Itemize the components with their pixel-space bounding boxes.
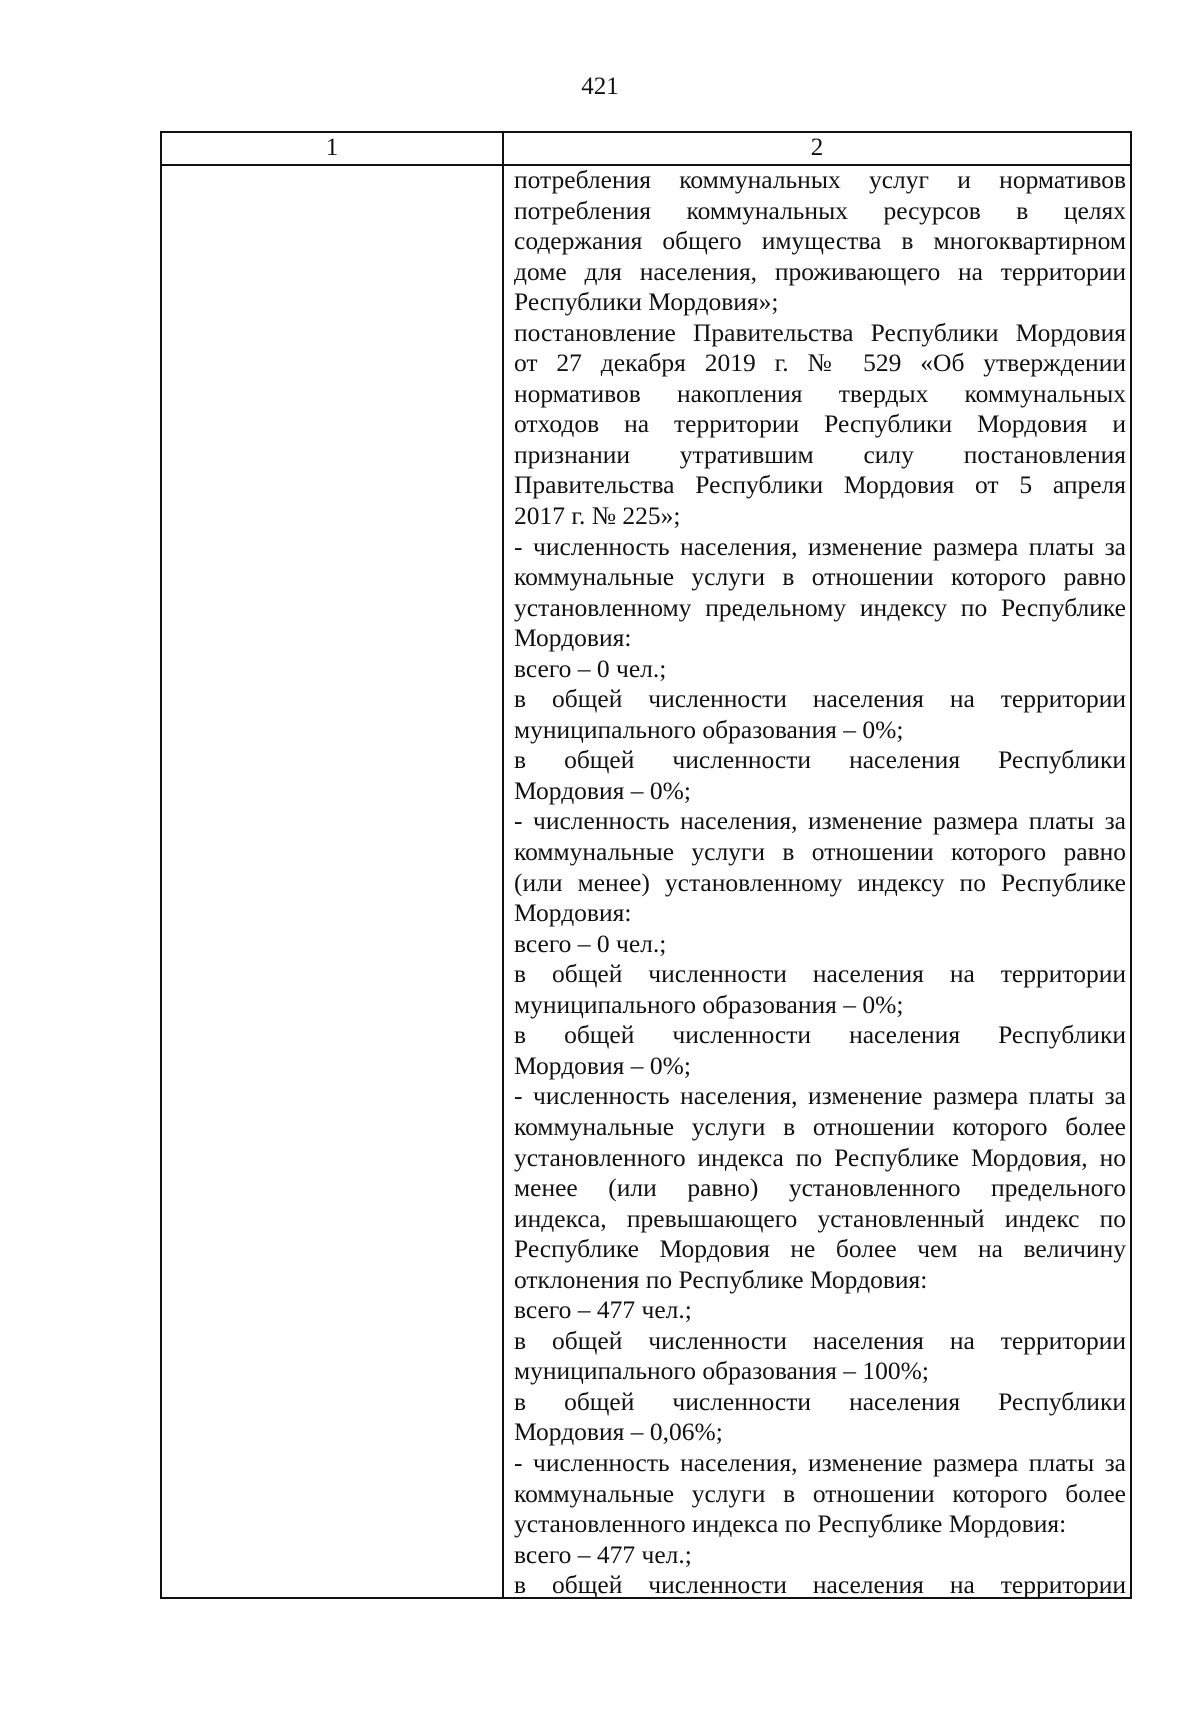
text-line: нормативов накопления твердых коммунальных [514,378,1126,408]
text-line: всего – 0 чел.; [514,928,667,958]
text-line: в общей численности населения Республики [514,745,1126,775]
text-line: Правительства Республики Мордовия от 5 апреля [514,470,1126,500]
text-line: постановление Правительства Республики Мордовия [514,317,1126,347]
text-line: муниципального образования – 0%; [514,714,904,744]
text-line: Мордовия – 0%; [514,775,691,805]
text-line: муниципального образования – 100%; [514,1356,929,1386]
text-line: коммунальные услуги в отношении которого более [514,1111,1126,1141]
text-line: Республике Мордовия не более чем на величину [514,1234,1126,1264]
text-line: от 27 декабря 2019 г. № 529 «Об утверждении [514,348,1126,378]
text-line: коммунальные услуги в отношении которого равно [514,837,1126,867]
text-line: в общей численности населения на территории [514,1570,1126,1600]
text-line: 2017 г. № 225»; [514,501,681,531]
text-line: отклонения по Республике Мордовия: [514,1264,928,1294]
text-line: - численность населения, изменение размера платы за [514,531,1126,561]
text-line: всего – 0 чел.; [514,653,667,683]
text-line: муниципального образования – 0%; [514,989,904,1019]
text-line: установленного индекса по Республике Мордовия: [514,1509,1067,1539]
text-line: потребления коммунальных услуг и нормативов [514,165,1126,194]
text-line: - численность населения, изменение размера платы за [514,806,1126,836]
text-line: отходов на территории Республики Мордовия и [514,409,1126,439]
text-line: (или менее) установленному индексу по Республике [514,867,1126,897]
text-line: содержания общего имущества в многоквартирном [514,226,1126,256]
text-line: коммунальные услуги в отношении которого равно [514,562,1126,592]
text-line: Республики Мордовия»; [514,287,779,317]
text-line: менее (или равно) установленного предельного [514,1173,1126,1203]
text-line: - численность населения, изменение размера платы за [514,1447,1126,1477]
text-line: в общей численности населения на территории [514,1325,1126,1355]
text-line: Мордовия – 0,06%; [514,1417,723,1447]
text-line: в общей численности населения Республики [514,1020,1126,1050]
text-line: установленному предельному индексу по Республике [514,592,1126,622]
text-line: доме для населения, проживающего на территории [514,256,1126,286]
text-line: индекса, превышающего установленный индекс по [514,1203,1126,1233]
page-number: 421 [581,73,619,100]
text-line: признании утратившим силу постановления [514,439,1126,469]
column-1-header: 1 [325,134,339,161]
text-line: коммунальные услуги в отношении которого более [514,1478,1126,1508]
document-table [160,131,1132,1599]
column-2-content [514,165,1126,1601]
text-line: всего – 477 чел.; [514,1539,692,1569]
text-line: в общей численности населения на территории [514,959,1126,989]
text-line: Мордовия: [514,898,632,928]
text-line: установленного индекса по Республике Мордовия, но [514,1142,1126,1172]
text-line: Мордовия – 0%; [514,1050,691,1080]
table-header-row [162,133,1130,166]
text-line: Мордовия: [514,623,632,653]
text-line: потребления коммунальных ресурсов в целях [514,195,1126,225]
text-line: в общей численности населения Республики [514,1386,1126,1416]
text-line: в общей численности населения на территории [514,684,1126,714]
text-line: всего – 477 чел.; [514,1295,692,1325]
text-line: - численность населения, изменение размера платы за [514,1081,1126,1111]
column-divider [502,133,504,1597]
column-2-header: 2 [810,134,824,161]
